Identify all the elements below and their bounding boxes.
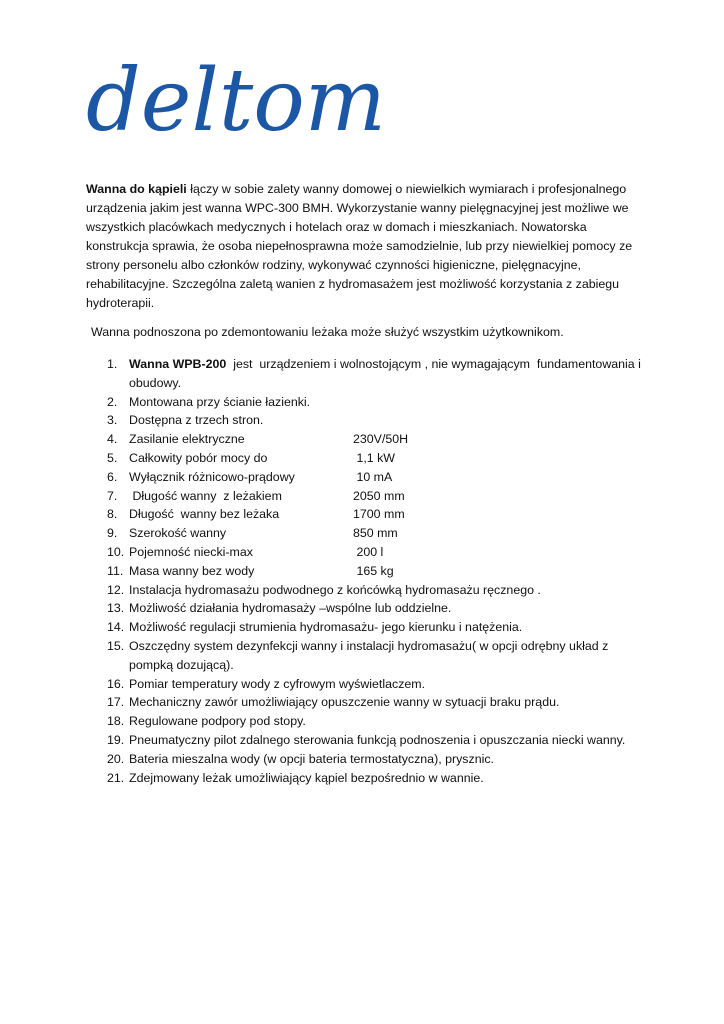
list-item-number: 8. (107, 507, 118, 522)
list-item (107, 468, 647, 487)
list-item-value: 10 mA (353, 469, 393, 484)
list-item-text: Montowana przy ścianie łazienki. (129, 394, 311, 409)
list-item-number: 1. (107, 357, 118, 371)
list-item (107, 581, 647, 600)
list-item (107, 505, 647, 524)
list-item (107, 524, 647, 543)
deltom-logo (86, 62, 392, 142)
list-item-text: Mechaniczny zawór umożliwiający opuszczenie wanny w sytuacji braku prądu. (129, 695, 560, 710)
list-item-text: Oszczędny system dezynfekcji wanny i instalacji hydromasażu( w opcji odrębny układ z pompką dozującą). (129, 638, 612, 672)
list-item (107, 543, 647, 562)
list-item (107, 393, 647, 412)
list-item (107, 693, 647, 712)
subtitle: Wanna podnoszona po zdemontowaniu leżaka może służyć wszystkim użytkownikom. (91, 325, 564, 339)
list-item-text: jest urządzeniem i wolnostojącym , nie wymagającym fundamentowania i obudowy. (129, 357, 645, 390)
list-item-text: Dostępna z trzech stron. (129, 413, 264, 428)
list-item-number: 12. (107, 582, 125, 597)
list-item-text: Długość wanny z leżakiem (129, 488, 282, 503)
list-item (107, 355, 647, 393)
list-item-text: Długość wanny bez leżaka (129, 507, 280, 522)
logo-text: deltom (86, 62, 386, 142)
intro-paragraph (86, 180, 646, 313)
list-item-text: Pomiar temperatury wody z cyfrowym wyświetlaczem. (129, 676, 426, 691)
list-item-value: 2050 mm (353, 488, 405, 503)
list-item (107, 562, 647, 581)
list-item-text: Regulowane podpory pod stopy. (129, 714, 306, 729)
list-item-value: 165 kg (353, 563, 394, 578)
list-item-number: 15. (107, 638, 125, 653)
list-item-number: 2. (107, 394, 118, 409)
list-item (107, 750, 647, 769)
list-item (107, 449, 647, 468)
list-item-number: 18. (107, 714, 125, 729)
list-item-value: 200 l (353, 544, 384, 559)
list-item (107, 637, 647, 675)
list-item-number: 6. (107, 469, 118, 484)
list-item-number: 21. (107, 770, 125, 785)
list-item (107, 712, 647, 731)
list-item-text: Możliwość działania hydromasaży –wspólne lub oddzielne. (129, 601, 452, 616)
list-item-number: 7. (107, 488, 118, 503)
list-item-text: Masa wanny bez wody (129, 563, 255, 578)
list-item (107, 618, 647, 637)
list-item-text: Szerokość wanny (129, 526, 227, 541)
list-item-text: Pneumatyczny pilot zdalnego sterowania funkcją podnoszenia i opuszczania niecki wanny. (129, 732, 626, 747)
list-item-value: 230V/50H (353, 432, 409, 447)
list-item-number: 10. (107, 544, 125, 559)
list-item-text: Pojemność niecki-max (129, 544, 253, 559)
list-item (107, 599, 647, 618)
list-item-number: 9. (107, 526, 118, 541)
list-item-number: 17. (107, 695, 125, 710)
list-item-number: 13. (107, 601, 125, 616)
logo-graphic (86, 62, 392, 142)
list-item-text: Instalacja hydromasażu podwodnego z końcówką hydromasażu ręcznego . (129, 582, 541, 597)
list-item-number: 14. (107, 620, 125, 635)
list-item-value: 1700 mm (353, 507, 405, 522)
list-item-text: Zasilanie elektryczne (129, 432, 245, 447)
list-item-text: Możliwość regulacji strumienia hydromasażu- jego kierunku i natężenia. (129, 620, 523, 635)
list-item-number: 20. (107, 751, 125, 766)
intro-body: łączy w sobie zalety wanny domowej o niewielkich wymiarach i profesjonalnego urządzenia jakim jest wanna WPC-300 BMH. Wykorzystanie wanny pielęgnacyjnej jest możliwe we wszystkich placówkach medycznych i hotelach oraz w domach i mieszkaniach. Nowatorska konstrukcja sprawia, że osoba niepełnosprawna może samodzielnie, lub przy niewielkiej pomocy ze strony personelu albo członków rodziny, wykonywać czynności higieniczne, pielęgnacyjne, rehabilitacyjne. Szczególna zaletą wanien z hydromasażem jest możliwość korzystania z zabiegu hydroterapii. (86, 182, 633, 310)
list-item-number: 5. (107, 450, 118, 465)
list-item (107, 731, 647, 750)
list-item-bold: Wanna WPB-200 (129, 357, 227, 371)
list-item-text: Wyłącznik różnicowo-prądowy (129, 469, 295, 484)
list-item-number: 4. (107, 432, 118, 447)
list-item (107, 411, 647, 430)
list-item (107, 430, 647, 449)
list-item-text: Bateria mieszalna wody (w opcji bateria termostatyczna), prysznic. (129, 751, 494, 766)
list-item (107, 769, 647, 788)
list-item-number: 16. (107, 676, 125, 691)
list-item-number: 19. (107, 732, 125, 747)
list-item-text: Zdejmowany leżak umożliwiający kąpiel bezpośrednio w wannie. (129, 770, 484, 785)
list-item-value: 850 mm (353, 526, 398, 541)
list-item-value: 1,1 kW (353, 450, 395, 465)
intro-lead: Wanna do kąpieli (86, 182, 187, 196)
feature-list (107, 355, 647, 787)
list-item (107, 487, 647, 506)
list-item-number: 3. (107, 413, 118, 428)
list-item (107, 675, 647, 694)
list-item-text: Całkowity pobór mocy do (129, 450, 268, 465)
list-item-number: 11. (107, 563, 124, 578)
